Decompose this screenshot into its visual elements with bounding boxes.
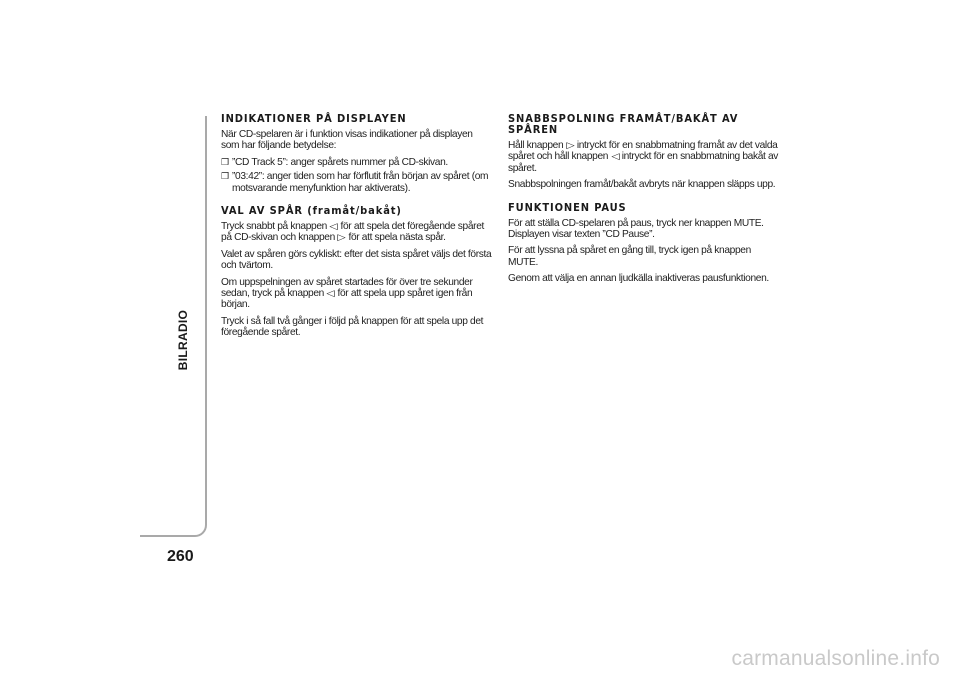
page-number: 260 [167, 548, 194, 565]
heading-fast-forward-rewind: SNABBSPOLNING FRAMÅT/BAKÅT AV SPÅREN [508, 112, 739, 136]
checkbox-bullet-icon: ❒ [221, 171, 229, 182]
section-label: BILRADIO [176, 309, 190, 371]
next-button-icon: ▷ [566, 140, 575, 150]
previous-button-icon: ◁ [326, 288, 335, 299]
next-button-icon: ▷ [337, 232, 346, 243]
left-column [221, 113, 493, 344]
list-item: ❒ ”03:42”: anger tiden som har förflutit från början av spåret (om motsvarande menyfunktion har aktiverats). [221, 171, 489, 194]
list-item: ❒ ”CD Track 5”: anger spårets nummer på CD-skivan. [221, 156, 448, 168]
track-paragraph-2: Valet av spåren görs cykliskt: efter det sista spåret väljs det första och tvärtom. [221, 248, 492, 272]
fast-paragraph-2: Snabbspolningen framåt/bakåt avbryts när knappen släpps upp. [508, 179, 776, 191]
display-intro: När CD-spelaren är i funktion visas indikationer på displayen som har följande betydelse: [221, 129, 473, 152]
checkbox-bullet-icon: ❒ [221, 156, 229, 167]
fast-paragraph-1: Håll knappen ▷ intryckt för en snabbmatning framåt av det valda spåret och håll knappen ◁ intryckt för en snabbmatning bakåt av spåret. [508, 140, 779, 174]
pause-paragraph-2: För att lyssna på spåret en gång till, tryck igen på knappen MUTE. [508, 245, 751, 268]
sidebar-frame [140, 116, 207, 537]
previous-button-icon: ◁ [610, 151, 619, 162]
heading-pause-function: FUNKTIONEN PAUS [508, 200, 627, 214]
pause-paragraph-1: För att ställa CD-spelaren på paus, tryck ner knappen MUTE. Displayen visar texten ”CD Pause”. [508, 217, 764, 241]
heading-track-selection: VAL AV SPÅR (framåt/bakåt) [221, 204, 402, 218]
display-indications-list [221, 157, 493, 194]
previous-button-icon: ◁ [329, 221, 338, 232]
heading-display-indications: INDIKATIONER PÅ DISPLAYEN [221, 112, 407, 125]
watermark: carmanualsonline.info [731, 647, 940, 670]
pause-paragraph-3: Genom att välja en annan ljudkälla inaktiveras pausfunktionen. [508, 273, 769, 285]
track-paragraph-3: Om uppspelningen av spåret startades för över tre sekunder sedan, tryck på knappen ◁ för att spela upp spåret igen från början. [221, 276, 473, 311]
right-column [508, 113, 780, 290]
track-paragraph-1: Tryck snabbt på knappen ◁ för att spela det föregående spåret på CD-skivan och knappen ▷ för att spela nästa spår. [221, 221, 485, 244]
track-paragraph-4: Tryck i så fall två gånger i följd på knappen för att spela upp det föregående spåret. [221, 315, 484, 339]
